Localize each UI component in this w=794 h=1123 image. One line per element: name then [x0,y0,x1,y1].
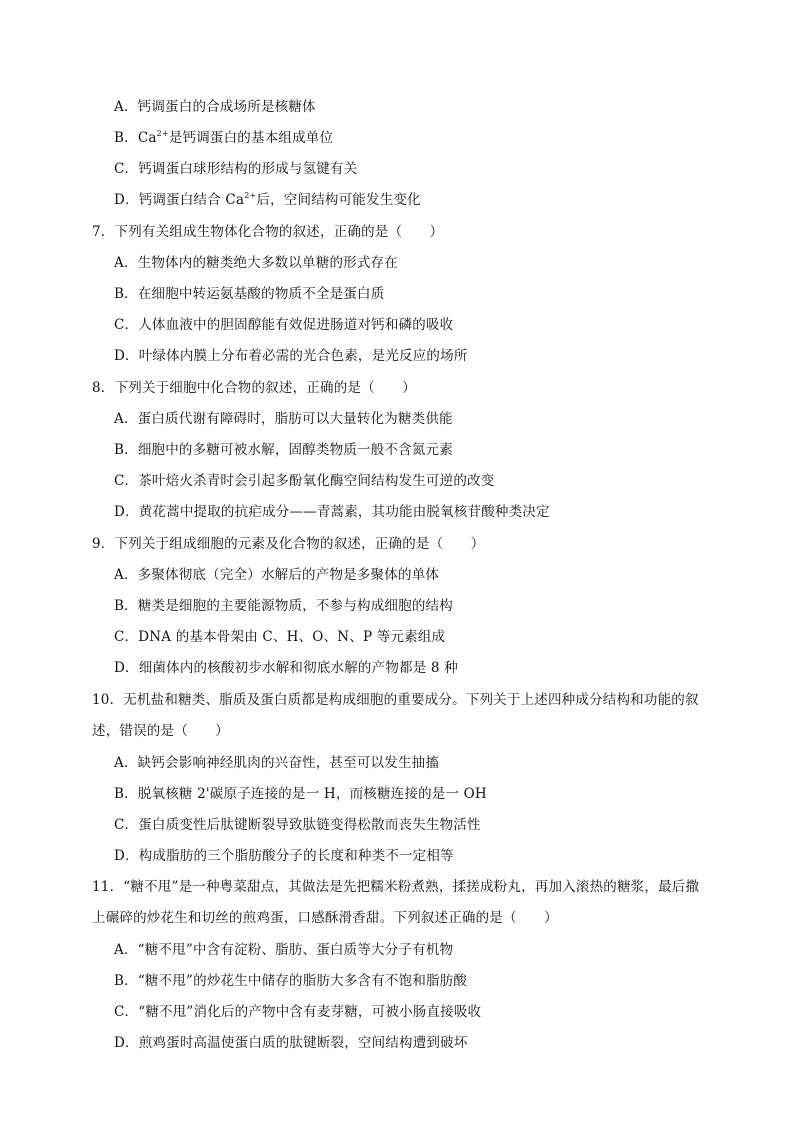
q8-option-a: A．蛋白质代谢有障碍时，脂肪可以大量转化为糖类供能 [114,411,453,427]
q8-option-c: C．茶叶焙火杀青时会引起多酚氧化酶空间结构发生可逆的改变 [114,473,495,489]
q7-option-a: A．生物体内的糖类绝大多数以单糖的形式存在 [114,255,398,271]
q7-stem: 7．下列有关组成生物体化合物的叙述，正确的是（ ） [92,224,444,240]
q11-option-d: D．煎鸡蛋时高温使蛋白质的肽键断裂，空间结构遭到破坏 [114,1035,468,1051]
q10-stem-line-2: 述，错误的是（ ） [92,723,229,739]
q11-option-b: B．“糖不甩”的炒花生中储存的脂肪大多含有不饱和脂肪酸 [114,973,468,989]
q6-option-a: A．钙调蛋白的合成场所是核糖体 [114,99,316,115]
q7-option-b: B．在细胞中转运氨基酸的物质不全是蛋白质 [114,286,385,302]
q9-option-b: B．糖类是细胞的主要能源物质，不参与构成细胞的结构 [114,598,453,614]
q9-option-c: C．DNA 的基本骨架由 C、H、O、N、P 等元素组成 [114,629,446,645]
q9-option-a: A．多聚体彻底（完全）水解后的产物是多聚体的单体 [114,567,440,583]
q10-option-a: A．缺钙会影响神经肌肉的兴奋性，甚至可以发生抽搐 [114,755,440,771]
q7-option-c: C．人体血液中的胆固醇能有效促进肠道对钙和磷的吸收 [114,317,454,333]
q9-stem: 9．下列关于组成细胞的元素及化合物的叙述，正确的是（ ） [92,536,485,552]
q8-option-b: B．细胞中的多糖可被水解，固醇类物质一般不含氮元素 [114,442,453,458]
q10-option-c: C．蛋白质变性后肽键断裂导致肽链变得松散而丧失生物活性 [114,817,481,833]
q10-option-d: D．构成脂肪的三个脂肪酸分子的长度和种类不一定相等 [114,848,454,864]
q11-option-c: C．“糖不甩”消化后的产物中含有麦芽糖，可被小肠直接吸收 [114,1004,482,1020]
q6-option-c: C．钙调蛋白球形结构的形成与氢键有关 [114,161,358,177]
q6-option-d: D．钙调蛋白结合 $Ca^{2+}$后，空间结构可能发生变化 [114,191,421,208]
q6-option-b: B．$Ca^{2+}$是钙调蛋白的基本组成单位 [114,129,334,146]
q10-option-b: B．脱氧核糖 2'碳原子连接的是一 H，而核糖连接的是一 OH [114,786,487,802]
q11-stem-line-1: 11．“糖不甩”是一种粤菜甜点，其做法是先把糯米粉煮熟，揉搓成粉丸，再加入滚热的糖浆，最后撒 [92,879,700,895]
q11-option-a: A．“糖不甩”中含有淀粉、脂肪、蛋白质等大分子有机物 [114,942,454,958]
q8-stem: 8．下列关于细胞中化合物的叙述，正确的是（ ） [92,380,416,396]
q7-option-d: D．叶绿体内膜上分布着必需的光合色素，是光反应的场所 [114,348,468,364]
q11-stem-line-2: 上碾碎的炒花生和切丝的煎鸡蛋，口感酥滑香甜。下列叙述正确的是（ ） [92,910,558,926]
q8-option-d: D．黄花蒿中提取的抗疟成分——青蒿素，其功能由脱氧核苷酸种类决定 [114,504,550,520]
q10-stem-line-1: 10．无机盐和糖类、脂质及蛋白质都是构成细胞的重要成分。下列关于上述四种成分结构和功能的叙 [92,692,699,708]
q9-option-d: D．细菌体内的核酸初步水解和彻底水解的产物都是 8 种 [114,660,458,676]
